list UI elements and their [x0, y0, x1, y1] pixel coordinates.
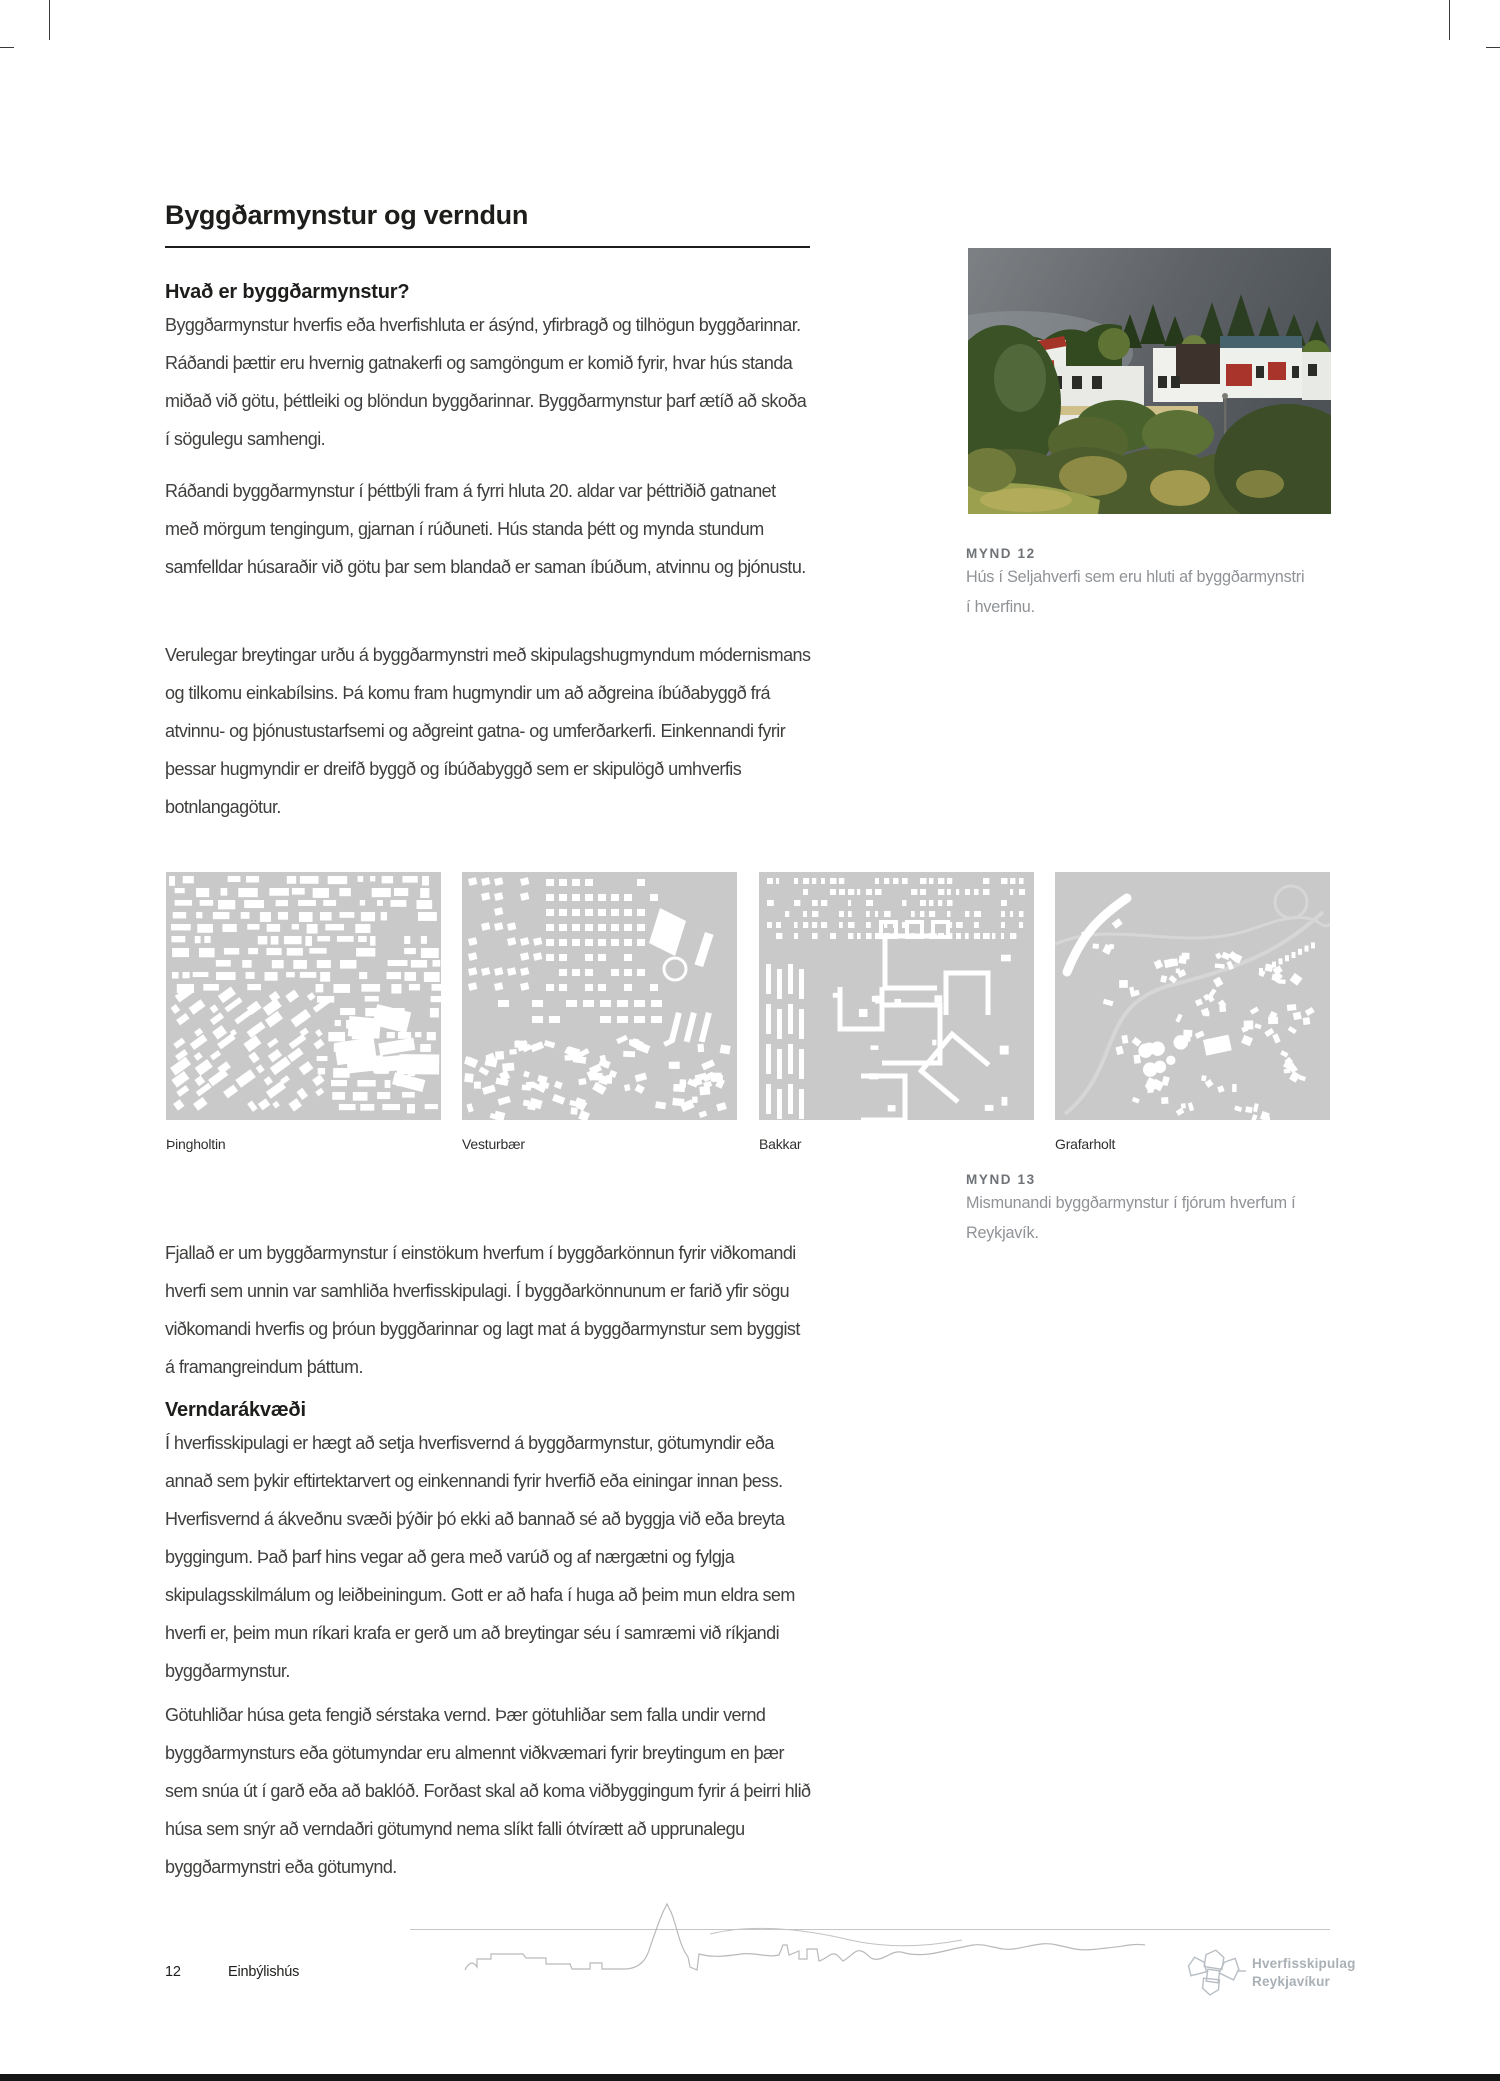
houses-photo-illustration: [968, 248, 1331, 514]
figure12-caption: Hús í Seljahverfi sem eru hluti af byggðarmynstri í hverfinu.: [966, 568, 1305, 616]
body-paragraph-3: Verulegar breytingar urðu á byggðarmynstri með skipulagshugmyndum módernismans og tilkomu einkabílsins. Þá komu fram hugmyndir um að aðgreina íbúðabyggð frá atvinnu- og þjónustustarfsemi og aðgreint gatna- og umferðarkerfi. Einkennandi fyrir þessar hugmyndir er dreifð byggð og íbúðabyggð sem er skipulögð umhverfis botnlangagötur.: [165, 645, 811, 817]
figure12-label: MYND 12: [966, 546, 1036, 561]
section-heading-what-is-byggdarmynstur: Hvað er byggðarmynstur?: [165, 280, 410, 303]
map-label-thingholtin: Þingholtin: [166, 1136, 226, 1152]
map-label-vesturbaer: Vesturbær: [462, 1136, 525, 1152]
title-rule: [165, 246, 810, 248]
map-figure-grafarholt: [1055, 872, 1330, 1120]
crop-mark-top-left-vertical: [49, 0, 50, 40]
footer-chapter-label: Einbýlishús: [228, 1964, 300, 1980]
body-paragraph-5: Í hverfisskipulagi er hægt að setja hverfisvernd á byggðarmynstur, götumyndir eða annað sem þykir eftirtektarvert og einkennandi fyrir hverfið eða einingar innan þess. Hverfisvernd á ákveðnu svæði þýðir þó ekki að bannað sé að byggja við eða breyta byggingum. Það þarf hins vegar að gera með varúð og af nærgætni og fylgja skipulagsskilmálum og leiðbeiningum. Gott er að hafa í huga að þeim mun eldra sem hverfi er, þeim mun ríkari krafa er gerð um að breytingar séu í samræmi við ríkjandi byggðarmynstur.: [165, 1433, 795, 1681]
body-paragraph-6: Götuhliðar húsa geta fengið sérstaka vernd. Þær götuhliðar sem falla undir vernd byggðarmynsturs eða götumyndar eru almennt viðkvæmari fyrir breytingum en þær sem snúa út í garð eða að baklóð. Forðast skal að koma viðbyggingum fyrir á þeirri hlið húsa sem snýr að verndaðri götumynd nema slíkt falli ótvírætt að upprunalegu byggðarmynstri eða götumynd.: [165, 1705, 811, 1877]
logo-wordmark-line1: Hverfisskipulag: [1252, 1956, 1356, 1971]
figure13-caption: Mismunandi byggðarmynstur í fjórum hverfum í Reykjavík.: [966, 1194, 1296, 1242]
hverfisskipulag-logo-icon: [1184, 1948, 1246, 1996]
body-paragraph-4: Fjallað er um byggðarmynstur í einstökum hverfum í byggðarkönnun fyrir viðkomandi hverfi sem unnin var samhliða hverfisskipulagi. Í byggðarkönnunum er farið yfir sögu viðkomandi hverfis og þróun byggðarinnar og lagt mat á byggðarmynstur sem byggist á framangreindum þáttum.: [165, 1243, 800, 1377]
photo-seljahverfi-houses: [968, 248, 1331, 514]
map-figure-vesturbaer: [462, 872, 737, 1120]
page-bottom-edge: [0, 2074, 1500, 2081]
page-title: Byggðarmynstur og verndun: [165, 200, 529, 231]
map-figure-bakkar: [759, 872, 1034, 1120]
section-heading-verndarakvaedi: Verndarákvæði: [165, 1398, 306, 1421]
map-image-vesturbaer: [462, 872, 737, 1120]
map-label-grafarholt: Grafarholt: [1055, 1136, 1116, 1152]
body-paragraph-2: Ráðandi byggðarmynstur í þéttbýli fram á fyrri hluta 20. aldar var þéttriðið gatnanet með mörgum tengingum, gjarnan í rúðuneti. Hús standa þétt og mynda stundum samfelldar húsaraðir við götu þar sem blandað er saman íbúðum, atvinnu og þjónustu.: [165, 481, 806, 577]
logo-wordmark-line2: Reykjavíkur: [1252, 1974, 1330, 1989]
footer-page-number: 12: [165, 1964, 181, 1980]
logo-wordmark: [1252, 1955, 1356, 1991]
figure13-label: MYND 13: [966, 1172, 1036, 1187]
crop-mark-top-left-horizontal: [0, 47, 14, 48]
map-image-bakkar: [759, 872, 1034, 1120]
map-image-thingholtin: [166, 872, 441, 1120]
map-figure-thingholtin: [166, 872, 441, 1120]
crop-mark-top-right-horizontal: [1486, 47, 1500, 48]
crop-mark-top-right-vertical: [1449, 0, 1450, 40]
map-label-bakkar: Bakkar: [759, 1136, 802, 1152]
map-image-grafarholt: [1055, 872, 1330, 1120]
body-paragraph-1: Byggðarmynstur hverfis eða hverfishluta er ásýnd, yfirbragð og tilhögun byggðarinnar. Ráðandi þættir eru hvernig gatnakerfi og samgöngum er komið fyrir, hvar hús standa miðað við götu, þéttleiki og blöndun byggðarinnar. Byggðarmynstur þarf ætíð að skoða í sögulegu samhengi.: [165, 315, 807, 449]
